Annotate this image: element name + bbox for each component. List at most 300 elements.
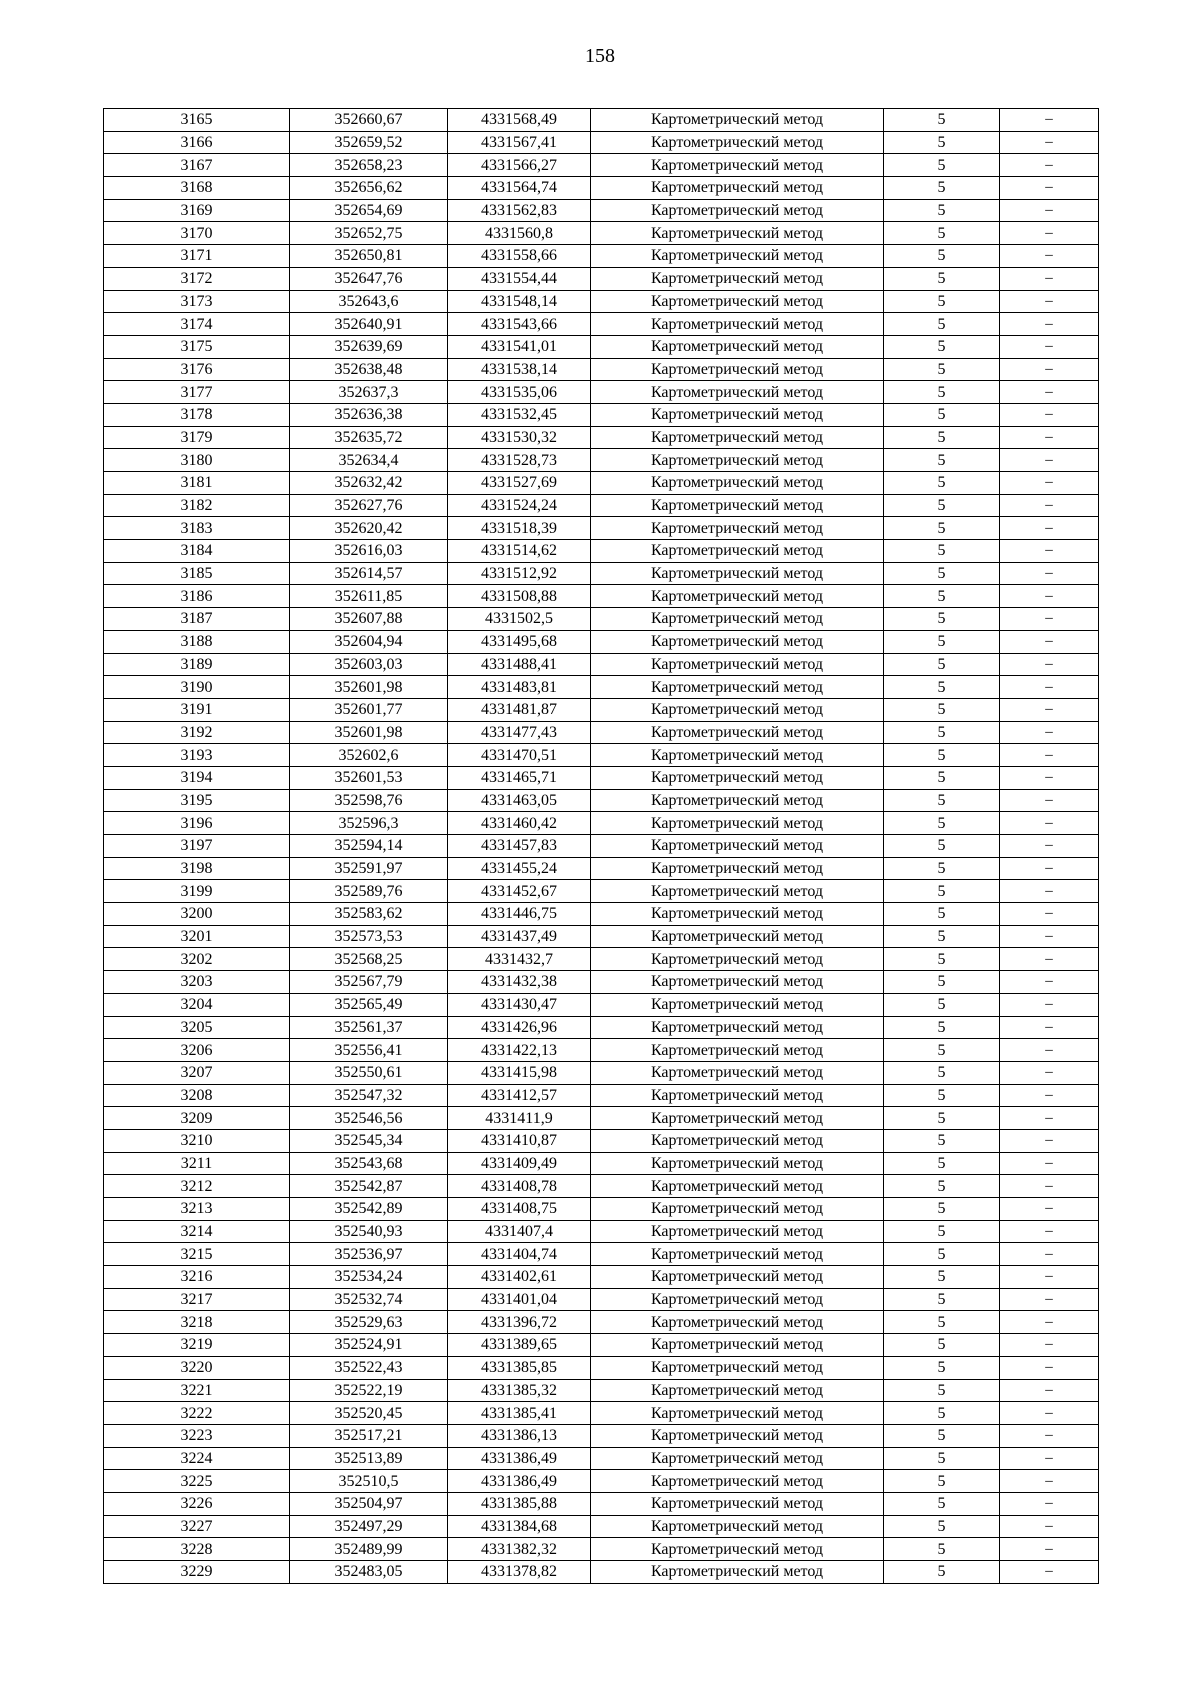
x-coordinate-cell: 352532,74 (290, 1288, 448, 1311)
x-coordinate-cell: 352658,23 (290, 154, 448, 177)
method-cell: Картометрический метод (591, 1561, 884, 1584)
point-number-cell: 3165 (104, 109, 290, 132)
point-number-cell: 3191 (104, 698, 290, 721)
point-number-cell: 3168 (104, 177, 290, 200)
description-cell: – (1000, 494, 1099, 517)
y-coordinate-cell: 4331562,83 (448, 199, 591, 222)
x-coordinate-cell: 352652,75 (290, 222, 448, 245)
y-coordinate-cell: 4331430,47 (448, 993, 591, 1016)
description-cell: – (1000, 1152, 1099, 1175)
accuracy-cell: 5 (884, 267, 1000, 290)
method-cell: Картометрический метод (591, 267, 884, 290)
y-coordinate-cell: 4331396,72 (448, 1311, 591, 1334)
x-coordinate-cell: 352556,41 (290, 1039, 448, 1062)
accuracy-cell: 5 (884, 948, 1000, 971)
x-coordinate-cell: 352637,3 (290, 381, 448, 404)
description-cell: – (1000, 1424, 1099, 1447)
method-cell: Картометрический метод (591, 494, 884, 517)
accuracy-cell: 5 (884, 971, 1000, 994)
x-coordinate-cell: 352627,76 (290, 494, 448, 517)
y-coordinate-cell: 4331524,24 (448, 494, 591, 517)
y-coordinate-cell: 4331530,32 (448, 426, 591, 449)
table-row (104, 335, 1099, 358)
x-coordinate-cell: 352607,88 (290, 608, 448, 631)
table-row (104, 381, 1099, 404)
x-coordinate-cell: 352601,98 (290, 676, 448, 699)
point-number-cell: 3179 (104, 426, 290, 449)
x-coordinate-cell: 352601,53 (290, 766, 448, 789)
y-coordinate-cell: 4331527,69 (448, 472, 591, 495)
method-cell: Картометрический метод (591, 131, 884, 154)
table-row (104, 131, 1099, 154)
y-coordinate-cell: 4331385,88 (448, 1492, 591, 1515)
x-coordinate-cell: 352583,62 (290, 903, 448, 926)
method-cell: Картометрический метод (591, 1220, 884, 1243)
x-coordinate-cell: 352504,97 (290, 1492, 448, 1515)
point-number-cell: 3177 (104, 381, 290, 404)
y-coordinate-cell: 4331410,87 (448, 1129, 591, 1152)
point-number-cell: 3223 (104, 1424, 290, 1447)
method-cell: Картометрический метод (591, 313, 884, 336)
table-row (104, 744, 1099, 767)
description-cell: – (1000, 630, 1099, 653)
x-coordinate-cell: 352483,05 (290, 1561, 448, 1584)
accuracy-cell: 5 (884, 381, 1000, 404)
x-coordinate-cell: 352534,24 (290, 1266, 448, 1289)
accuracy-cell: 5 (884, 1107, 1000, 1130)
description-cell: – (1000, 1175, 1099, 1198)
accuracy-cell: 5 (884, 449, 1000, 472)
method-cell: Картометрический метод (591, 676, 884, 699)
accuracy-cell: 5 (884, 857, 1000, 880)
method-cell: Картометрический метод (591, 1311, 884, 1334)
method-cell: Картометрический метод (591, 608, 884, 631)
y-coordinate-cell: 4331426,96 (448, 1016, 591, 1039)
x-coordinate-cell: 352632,42 (290, 472, 448, 495)
accuracy-cell: 5 (884, 109, 1000, 132)
x-coordinate-cell: 352542,87 (290, 1175, 448, 1198)
point-number-cell: 3209 (104, 1107, 290, 1130)
method-cell: Картометрический метод (591, 1470, 884, 1493)
table-row (104, 903, 1099, 926)
point-number-cell: 3189 (104, 653, 290, 676)
method-cell: Картометрический метод (591, 1016, 884, 1039)
point-number-cell: 3175 (104, 335, 290, 358)
table-row (104, 540, 1099, 563)
description-cell: – (1000, 744, 1099, 767)
method-cell: Картометрический метод (591, 222, 884, 245)
point-number-cell: 3218 (104, 1311, 290, 1334)
table-row (104, 676, 1099, 699)
y-coordinate-cell: 4331568,49 (448, 109, 591, 132)
table-row (104, 1084, 1099, 1107)
y-coordinate-cell: 4331548,14 (448, 290, 591, 313)
x-coordinate-cell: 352638,48 (290, 358, 448, 381)
y-coordinate-cell: 4331389,65 (448, 1334, 591, 1357)
method-cell: Картометрический метод (591, 472, 884, 495)
description-cell: – (1000, 381, 1099, 404)
accuracy-cell: 5 (884, 131, 1000, 154)
point-number-cell: 3176 (104, 358, 290, 381)
table-row (104, 1220, 1099, 1243)
y-coordinate-cell: 4331460,42 (448, 812, 591, 835)
table-row (104, 653, 1099, 676)
point-number-cell: 3182 (104, 494, 290, 517)
method-cell: Картометрический метод (591, 245, 884, 268)
accuracy-cell: 5 (884, 925, 1000, 948)
y-coordinate-cell: 4331432,7 (448, 948, 591, 971)
table-row (104, 880, 1099, 903)
description-cell: – (1000, 222, 1099, 245)
point-number-cell: 3210 (104, 1129, 290, 1152)
accuracy-cell: 5 (884, 154, 1000, 177)
x-coordinate-cell: 352603,03 (290, 653, 448, 676)
x-coordinate-cell: 352650,81 (290, 245, 448, 268)
accuracy-cell: 5 (884, 426, 1000, 449)
table-row (104, 313, 1099, 336)
x-coordinate-cell: 352639,69 (290, 335, 448, 358)
x-coordinate-cell: 352591,97 (290, 857, 448, 880)
table-row (104, 789, 1099, 812)
method-cell: Картометрический метод (591, 517, 884, 540)
x-coordinate-cell: 352656,62 (290, 177, 448, 200)
accuracy-cell: 5 (884, 789, 1000, 812)
y-coordinate-cell: 4331409,49 (448, 1152, 591, 1175)
description-cell: – (1000, 1379, 1099, 1402)
method-cell: Картометрический метод (591, 1424, 884, 1447)
y-coordinate-cell: 4331385,41 (448, 1402, 591, 1425)
x-coordinate-cell: 352596,3 (290, 812, 448, 835)
method-cell: Картометрический метод (591, 1538, 884, 1561)
y-coordinate-cell: 4331514,62 (448, 540, 591, 563)
description-cell: – (1000, 1243, 1099, 1266)
x-coordinate-cell: 352510,5 (290, 1470, 448, 1493)
method-cell: Картометрический метод (591, 199, 884, 222)
description-cell: – (1000, 517, 1099, 540)
x-coordinate-cell: 352659,52 (290, 131, 448, 154)
description-cell: – (1000, 1198, 1099, 1221)
coordinates-table (103, 108, 1099, 1584)
table-row (104, 1334, 1099, 1357)
table-row (104, 1243, 1099, 1266)
accuracy-cell: 5 (884, 721, 1000, 744)
accuracy-cell: 5 (884, 313, 1000, 336)
table-row (104, 290, 1099, 313)
point-number-cell: 3197 (104, 835, 290, 858)
point-number-cell: 3206 (104, 1039, 290, 1062)
table-row (104, 1379, 1099, 1402)
point-number-cell: 3220 (104, 1356, 290, 1379)
point-number-cell: 3207 (104, 1061, 290, 1084)
accuracy-cell: 5 (884, 177, 1000, 200)
table-row (104, 562, 1099, 585)
method-cell: Картометрический метод (591, 1266, 884, 1289)
x-coordinate-cell: 352640,91 (290, 313, 448, 336)
y-coordinate-cell: 4331488,41 (448, 653, 591, 676)
accuracy-cell: 5 (884, 1402, 1000, 1425)
accuracy-cell: 5 (884, 1515, 1000, 1538)
table-row (104, 1311, 1099, 1334)
method-cell: Картометрический метод (591, 1379, 884, 1402)
point-number-cell: 3219 (104, 1334, 290, 1357)
y-coordinate-cell: 4331560,8 (448, 222, 591, 245)
table-row (104, 1107, 1099, 1130)
x-coordinate-cell: 352536,97 (290, 1243, 448, 1266)
x-coordinate-cell: 352635,72 (290, 426, 448, 449)
y-coordinate-cell: 4331566,27 (448, 154, 591, 177)
x-coordinate-cell: 352542,89 (290, 1198, 448, 1221)
accuracy-cell: 5 (884, 1198, 1000, 1221)
y-coordinate-cell: 4331463,05 (448, 789, 591, 812)
y-coordinate-cell: 4331543,66 (448, 313, 591, 336)
method-cell: Картометрический метод (591, 1198, 884, 1221)
table-row (104, 1039, 1099, 1062)
table-row (104, 1538, 1099, 1561)
accuracy-cell: 5 (884, 199, 1000, 222)
y-coordinate-cell: 4331404,74 (448, 1243, 591, 1266)
y-coordinate-cell: 4331564,74 (448, 177, 591, 200)
point-number-cell: 3216 (104, 1266, 290, 1289)
x-coordinate-cell: 352634,4 (290, 449, 448, 472)
x-coordinate-cell: 352589,76 (290, 880, 448, 903)
description-cell: – (1000, 1107, 1099, 1130)
description-cell: – (1000, 721, 1099, 744)
method-cell: Картометрический метод (591, 789, 884, 812)
y-coordinate-cell: 4331457,83 (448, 835, 591, 858)
x-coordinate-cell: 352601,98 (290, 721, 448, 744)
point-number-cell: 3229 (104, 1561, 290, 1584)
description-cell: – (1000, 925, 1099, 948)
point-number-cell: 3172 (104, 267, 290, 290)
point-number-cell: 3167 (104, 154, 290, 177)
y-coordinate-cell: 4331446,75 (448, 903, 591, 926)
description-cell: – (1000, 1129, 1099, 1152)
method-cell: Картометрический метод (591, 1492, 884, 1515)
y-coordinate-cell: 4331408,75 (448, 1198, 591, 1221)
method-cell: Картометрический метод (591, 721, 884, 744)
y-coordinate-cell: 4331558,66 (448, 245, 591, 268)
method-cell: Картометрический метод (591, 562, 884, 585)
accuracy-cell: 5 (884, 1492, 1000, 1515)
table-row (104, 1266, 1099, 1289)
method-cell: Картометрический метод (591, 109, 884, 132)
accuracy-cell: 5 (884, 1243, 1000, 1266)
accuracy-cell: 5 (884, 1288, 1000, 1311)
description-cell: – (1000, 835, 1099, 858)
y-coordinate-cell: 4331495,68 (448, 630, 591, 653)
accuracy-cell: 5 (884, 903, 1000, 926)
table-row (104, 1175, 1099, 1198)
point-number-cell: 3213 (104, 1198, 290, 1221)
table-row (104, 1129, 1099, 1152)
accuracy-cell: 5 (884, 1220, 1000, 1243)
table-row (104, 766, 1099, 789)
table-row (104, 1515, 1099, 1538)
y-coordinate-cell: 4331554,44 (448, 267, 591, 290)
table-row (104, 1424, 1099, 1447)
description-cell: – (1000, 1402, 1099, 1425)
y-coordinate-cell: 4331538,14 (448, 358, 591, 381)
method-cell: Картометрический метод (591, 177, 884, 200)
x-coordinate-cell: 352529,63 (290, 1311, 448, 1334)
accuracy-cell: 5 (884, 835, 1000, 858)
x-coordinate-cell: 352660,67 (290, 109, 448, 132)
method-cell: Картометрический метод (591, 744, 884, 767)
accuracy-cell: 5 (884, 222, 1000, 245)
accuracy-cell: 5 (884, 1470, 1000, 1493)
table-row (104, 222, 1099, 245)
description-cell: – (1000, 1470, 1099, 1493)
table-row (104, 971, 1099, 994)
point-number-cell: 3221 (104, 1379, 290, 1402)
accuracy-cell: 5 (884, 676, 1000, 699)
point-number-cell: 3225 (104, 1470, 290, 1493)
point-number-cell: 3183 (104, 517, 290, 540)
y-coordinate-cell: 4331386,13 (448, 1424, 591, 1447)
point-number-cell: 3202 (104, 948, 290, 971)
y-coordinate-cell: 4331532,45 (448, 403, 591, 426)
table-row (104, 1402, 1099, 1425)
accuracy-cell: 5 (884, 1039, 1000, 1062)
y-coordinate-cell: 4331452,67 (448, 880, 591, 903)
table-row (104, 177, 1099, 200)
accuracy-cell: 5 (884, 880, 1000, 903)
point-number-cell: 3214 (104, 1220, 290, 1243)
page-number: 158 (585, 45, 615, 67)
y-coordinate-cell: 4331535,06 (448, 381, 591, 404)
accuracy-cell: 5 (884, 1311, 1000, 1334)
description-cell: – (1000, 245, 1099, 268)
description-cell: – (1000, 109, 1099, 132)
method-cell: Картометрический метод (591, 449, 884, 472)
y-coordinate-cell: 4331481,87 (448, 698, 591, 721)
description-cell: – (1000, 1334, 1099, 1357)
method-cell: Картометрический метод (591, 1515, 884, 1538)
y-coordinate-cell: 4331412,57 (448, 1084, 591, 1107)
point-number-cell: 3208 (104, 1084, 290, 1107)
y-coordinate-cell: 4331411,9 (448, 1107, 591, 1130)
method-cell: Картометрический метод (591, 426, 884, 449)
point-number-cell: 3194 (104, 766, 290, 789)
description-cell: – (1000, 1266, 1099, 1289)
point-number-cell: 3211 (104, 1152, 290, 1175)
method-cell: Картометрический метод (591, 812, 884, 835)
table-row (104, 358, 1099, 381)
accuracy-cell: 5 (884, 993, 1000, 1016)
x-coordinate-cell: 352568,25 (290, 948, 448, 971)
description-cell: – (1000, 1515, 1099, 1538)
x-coordinate-cell: 352545,34 (290, 1129, 448, 1152)
accuracy-cell: 5 (884, 403, 1000, 426)
y-coordinate-cell: 4331432,38 (448, 971, 591, 994)
x-coordinate-cell: 352647,76 (290, 267, 448, 290)
table-row (104, 812, 1099, 835)
y-coordinate-cell: 4331455,24 (448, 857, 591, 880)
y-coordinate-cell: 4331386,49 (448, 1470, 591, 1493)
accuracy-cell: 5 (884, 290, 1000, 313)
table-row (104, 925, 1099, 948)
accuracy-cell: 5 (884, 812, 1000, 835)
x-coordinate-cell: 352520,45 (290, 1402, 448, 1425)
accuracy-cell: 5 (884, 1379, 1000, 1402)
x-coordinate-cell: 352614,57 (290, 562, 448, 585)
description-cell: – (1000, 1016, 1099, 1039)
table-row (104, 154, 1099, 177)
method-cell: Картометрический метод (591, 290, 884, 313)
point-number-cell: 3196 (104, 812, 290, 835)
point-number-cell: 3193 (104, 744, 290, 767)
description-cell: – (1000, 1311, 1099, 1334)
description-cell: – (1000, 676, 1099, 699)
point-number-cell: 3171 (104, 245, 290, 268)
description-cell: – (1000, 1356, 1099, 1379)
method-cell: Картометрический метод (591, 1356, 884, 1379)
table-row (104, 835, 1099, 858)
point-number-cell: 3222 (104, 1402, 290, 1425)
description-cell: – (1000, 857, 1099, 880)
x-coordinate-cell: 352573,53 (290, 925, 448, 948)
y-coordinate-cell: 4331408,78 (448, 1175, 591, 1198)
y-coordinate-cell: 4331407,4 (448, 1220, 591, 1243)
description-cell: – (1000, 903, 1099, 926)
accuracy-cell: 5 (884, 1356, 1000, 1379)
accuracy-cell: 5 (884, 630, 1000, 653)
point-number-cell: 3200 (104, 903, 290, 926)
point-number-cell: 3166 (104, 131, 290, 154)
method-cell: Картометрический метод (591, 1107, 884, 1130)
x-coordinate-cell: 352547,32 (290, 1084, 448, 1107)
y-coordinate-cell: 4331402,61 (448, 1266, 591, 1289)
table-row (104, 403, 1099, 426)
y-coordinate-cell: 4331385,85 (448, 1356, 591, 1379)
point-number-cell: 3201 (104, 925, 290, 948)
y-coordinate-cell: 4331528,73 (448, 449, 591, 472)
y-coordinate-cell: 4331415,98 (448, 1061, 591, 1084)
method-cell: Картометрический метод (591, 1039, 884, 1062)
accuracy-cell: 5 (884, 1266, 1000, 1289)
description-cell: – (1000, 131, 1099, 154)
accuracy-cell: 5 (884, 494, 1000, 517)
method-cell: Картометрический метод (591, 1061, 884, 1084)
description-cell: – (1000, 1039, 1099, 1062)
description-cell: – (1000, 1288, 1099, 1311)
description-cell: – (1000, 154, 1099, 177)
description-cell: – (1000, 880, 1099, 903)
description-cell: – (1000, 1061, 1099, 1084)
table-row (104, 857, 1099, 880)
table-row (104, 1288, 1099, 1311)
method-cell: Картометрический метод (591, 971, 884, 994)
description-cell: – (1000, 426, 1099, 449)
x-coordinate-cell: 352602,6 (290, 744, 448, 767)
accuracy-cell: 5 (884, 562, 1000, 585)
accuracy-cell: 5 (884, 1561, 1000, 1584)
point-number-cell: 3227 (104, 1515, 290, 1538)
x-coordinate-cell: 352567,79 (290, 971, 448, 994)
table-row (104, 1447, 1099, 1470)
x-coordinate-cell: 352598,76 (290, 789, 448, 812)
x-coordinate-cell: 352517,21 (290, 1424, 448, 1447)
table-row (104, 585, 1099, 608)
description-cell: – (1000, 562, 1099, 585)
method-cell: Картометрический метод (591, 1447, 884, 1470)
method-cell: Картометрический метод (591, 653, 884, 676)
point-number-cell: 3217 (104, 1288, 290, 1311)
y-coordinate-cell: 4331437,49 (448, 925, 591, 948)
point-number-cell: 3185 (104, 562, 290, 585)
point-number-cell: 3228 (104, 1538, 290, 1561)
point-number-cell: 3180 (104, 449, 290, 472)
